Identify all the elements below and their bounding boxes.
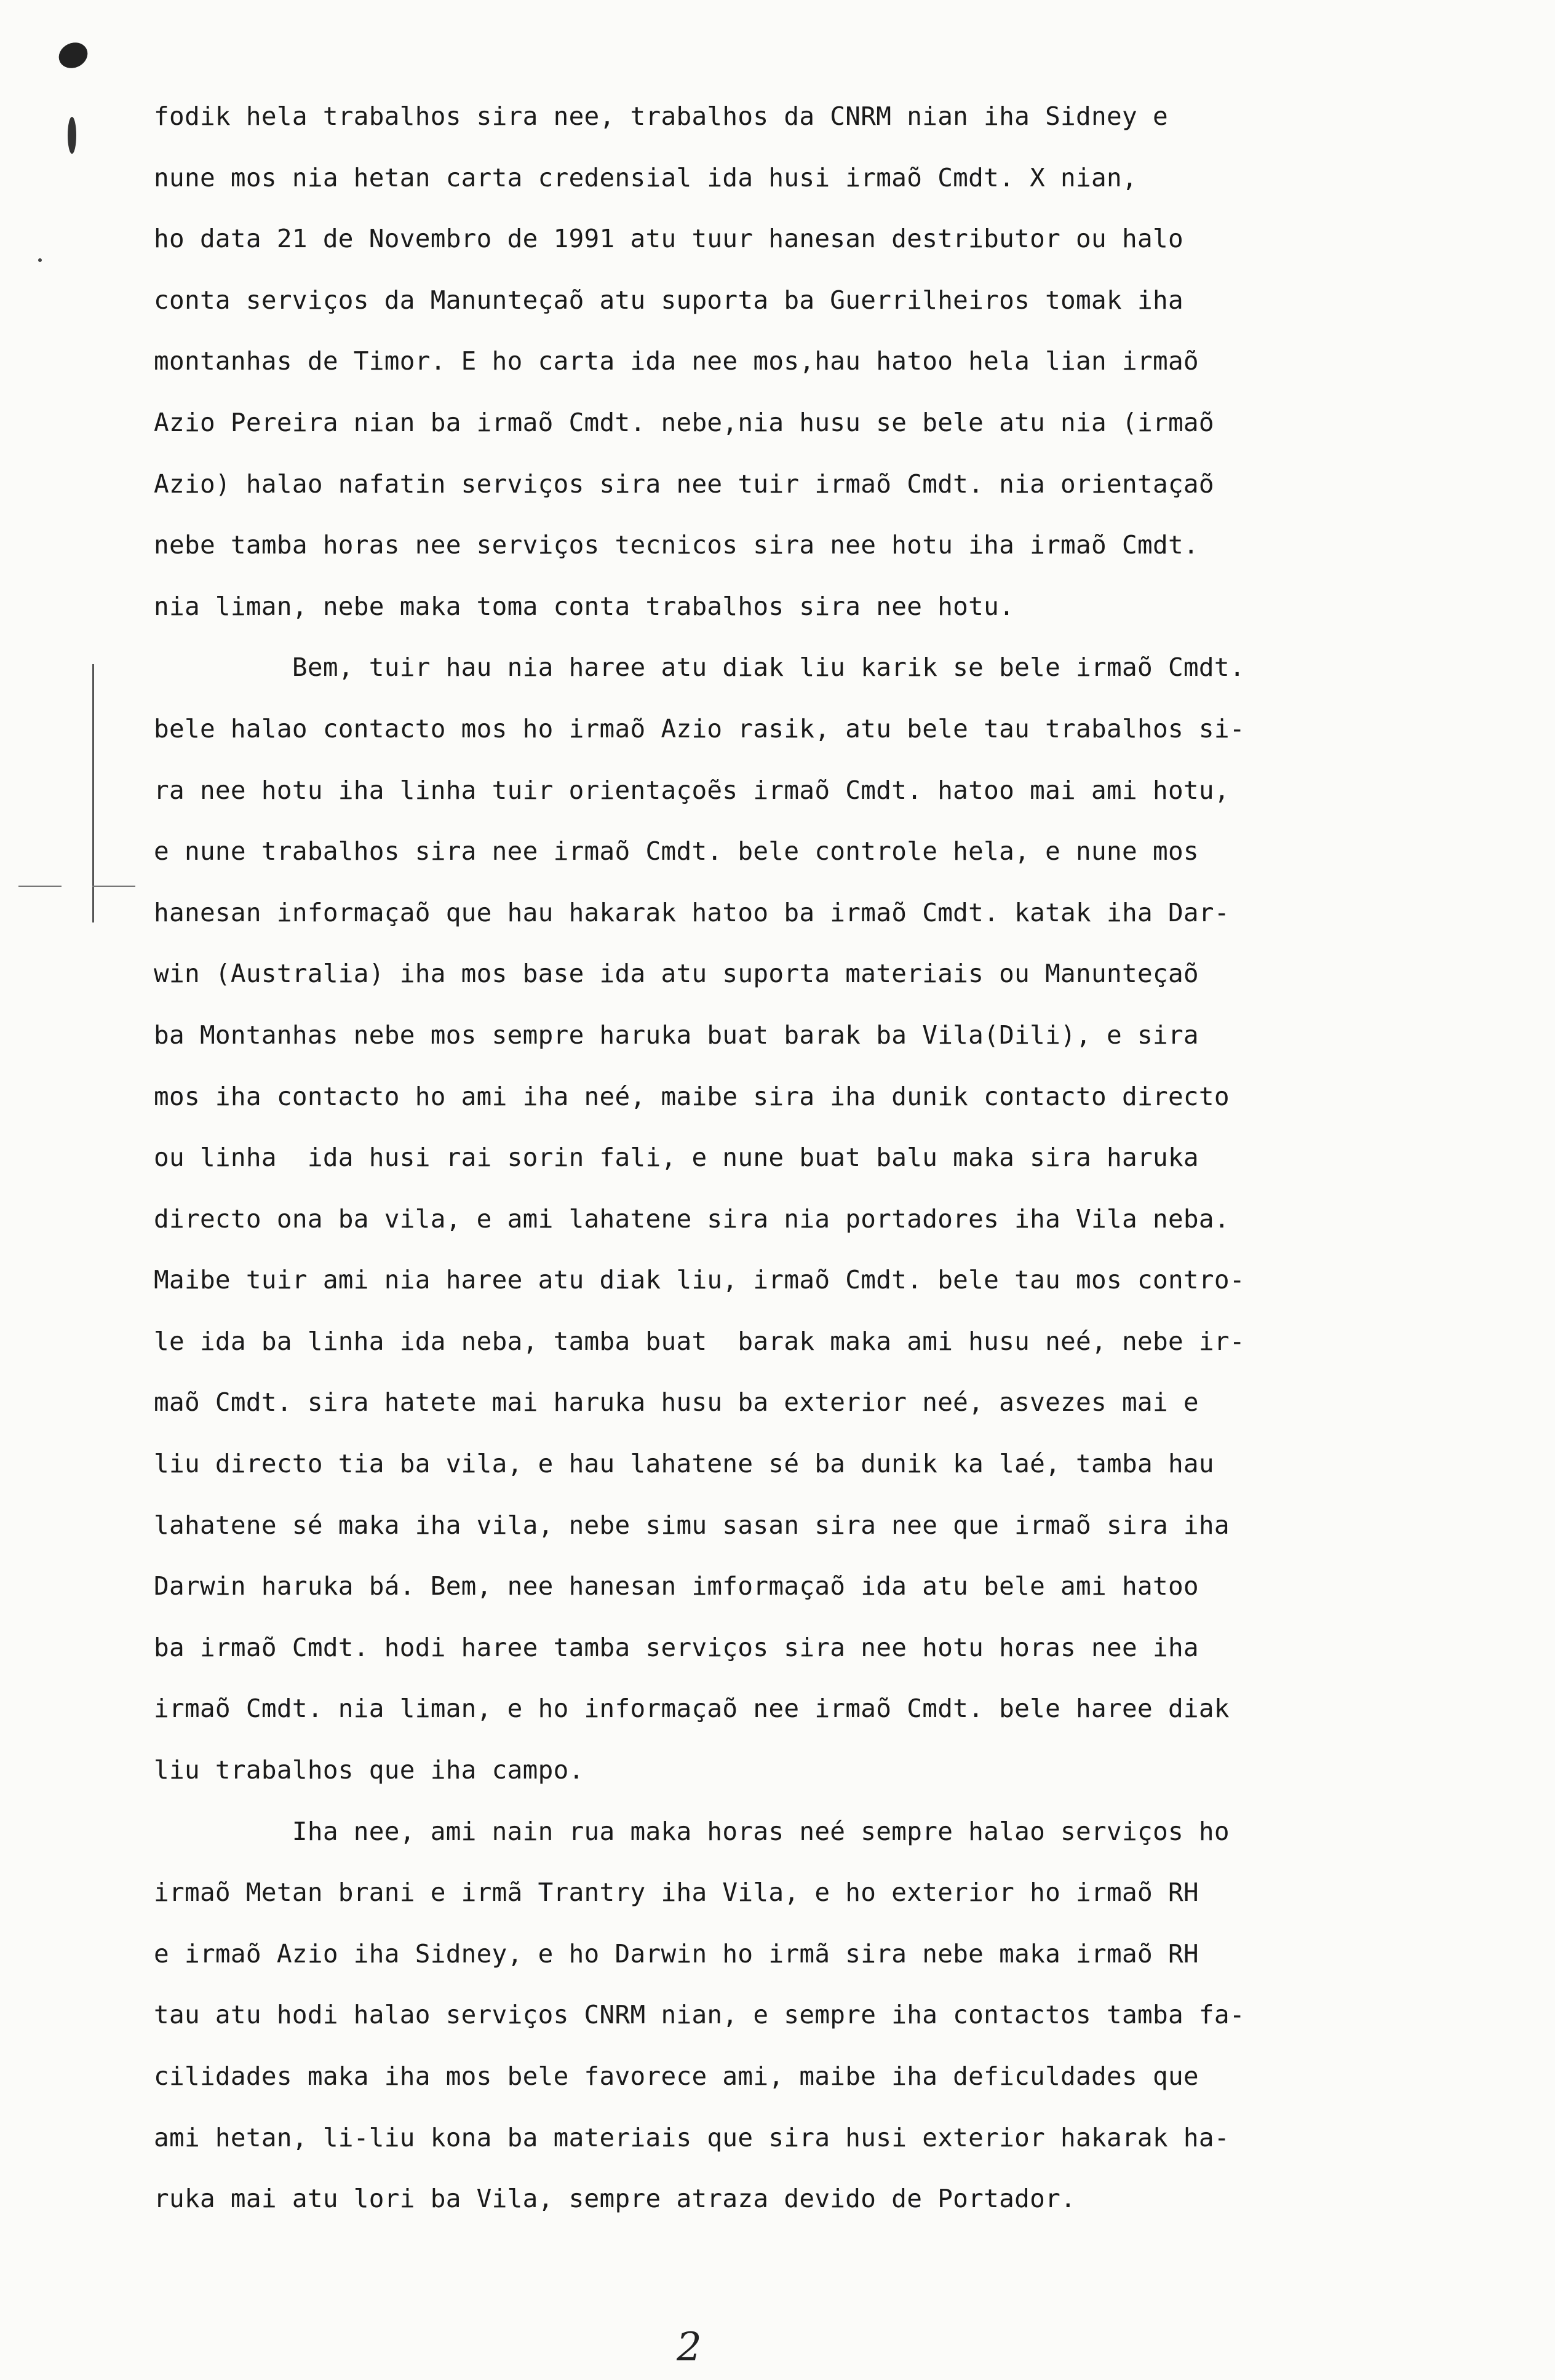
text-line: fodik hela trabalhos sira nee, trabalhos da CNRM nian iha Sidney e [154, 101, 1168, 131]
text-line: le ida ba linha ida neba, tamba buat barak maka ami husu neé, nebe ir- [154, 1326, 1245, 1356]
text-line: Azio Pereira nian ba irmaõ Cmdt. nebe,nia husu se bele atu nia (irmaõ [154, 407, 1214, 437]
text-line: lahatene sé maka iha vila, nebe simu sasan sira nee que irmaõ sira iha [154, 1510, 1230, 1540]
text-line: ba Montanhas nebe mos sempre haruka buat barak ba Vila(Dili), e sira [154, 1020, 1199, 1050]
text-line: irmaõ Metan brani e irmã Trantry iha Vila, e ho exterior ho irmaõ RH [154, 1878, 1199, 1908]
ink-smudge [68, 117, 76, 154]
text-line: nebe tamba horas nee serviços tecnicos sira nee hotu iha irmaõ Cmdt. [154, 530, 1199, 560]
text-line: e nune trabalhos sira nee irmaõ Cmdt. bele controle hela, e nune mos [154, 836, 1199, 867]
text-line: Darwin haruka bá. Bem, nee hanesan imformaçaõ ida atu bele ami hatoo [154, 1571, 1199, 1601]
text-line: irmaõ Cmdt. nia liman, e ho informaçaõ nee irmaõ Cmdt. bele haree diak [154, 1694, 1230, 1724]
text-line: ou linha ida husi rai sorin fali, e nune buat balu maka sira haruka [154, 1143, 1199, 1173]
text-line: conta serviços da Manunteçaõ atu suporta ba Guerrilheiros tomak iha [154, 285, 1183, 315]
text-line: win (Australia) iha mos base ida atu suporta materiais ou Manunteçaõ [154, 959, 1199, 989]
text-line: montanhas de Timor. E ho carta ida nee mos,hau hatoo hela lian irmaõ [154, 346, 1199, 376]
text-line: Azio) halao nafatin serviços sira nee tuir irmaõ Cmdt. nia orientaçaõ [154, 469, 1214, 499]
text-line: ruka mai atu lori ba Vila, sempre atraza devido de Portador. [154, 2184, 1076, 2214]
text-line: cilidades maka iha mos bele favorece ami, maibe iha deficuldades que [154, 2061, 1199, 2091]
text-line: liu trabalhos que iha campo. [154, 1755, 584, 1785]
text-line: ra nee hotu iha linha tuir orientaçoẽs irmaõ Cmdt. hatoo mai ami hotu, [154, 775, 1230, 805]
text-line: ba irmaõ Cmdt. hodi haree tamba serviços sira nee hotu horas nee iha [154, 1632, 1199, 1662]
text-line: bele halao contacto mos ho irmaõ Azio rasik, atu bele tau trabalhos si- [154, 713, 1245, 744]
margin-dash-mark [92, 886, 135, 887]
text-line: nune mos nia hetan carta credensial ida husi irmaõ Cmdt. X nian, [154, 162, 1137, 192]
ink-smudge [55, 38, 92, 73]
page-number: 2 [677, 2325, 702, 2370]
text-line: directo ona ba vila, e ami lahatene sira nia portadores iha Vila neba. [154, 1204, 1230, 1234]
margin-dash-mark [18, 886, 62, 887]
ink-speck [38, 258, 42, 262]
text-line: maõ Cmdt. sira hatete mai haruka husu ba exterior neé, asvezes mai e [154, 1387, 1199, 1418]
typed-text-body [154, 86, 1495, 2230]
text-line: mos iha contacto ho ami iha neé, maibe sira iha dunik contacto directo [154, 1081, 1230, 1111]
text-line: liu directo tia ba vila, e hau lahatene sé ba dunik ka laé, tamba hau [154, 1449, 1214, 1479]
text-line: e irmaõ Azio iha Sidney, e ho Darwin ho irmã sira nebe maka irmaõ RH [154, 1938, 1199, 1969]
text-line: ho data 21 de Novembro de 1991 atu tuur hanesan destributor ou halo [154, 224, 1183, 254]
text-line: Maibe tuir ami nia haree atu diak liu, irmaõ Cmdt. bele tau mos contro- [154, 1265, 1245, 1295]
text-line: tau atu hodi halao serviços CNRM nian, e sempre iha contactos tamba fa- [154, 2000, 1245, 2030]
text-line: ami hetan, li-liu kona ba materiais que sira husi exterior hakarak ha- [154, 2122, 1230, 2152]
text-line: nia liman, nebe maka toma conta trabalhos sira nee hotu. [154, 591, 1015, 621]
margin-bracket-mark [92, 664, 119, 922]
text-line: hanesan informaçaõ que hau hakarak hatoo ba irmaõ Cmdt. katak iha Dar- [154, 897, 1230, 927]
paragraph-start-line: Bem, tuir hau nia haree atu diak liu karik se bele irmaõ Cmdt. [154, 653, 1245, 683]
paragraph-start-line: Iha nee, ami nain rua maka horas neé sempre halao serviços ho [154, 1816, 1230, 1846]
